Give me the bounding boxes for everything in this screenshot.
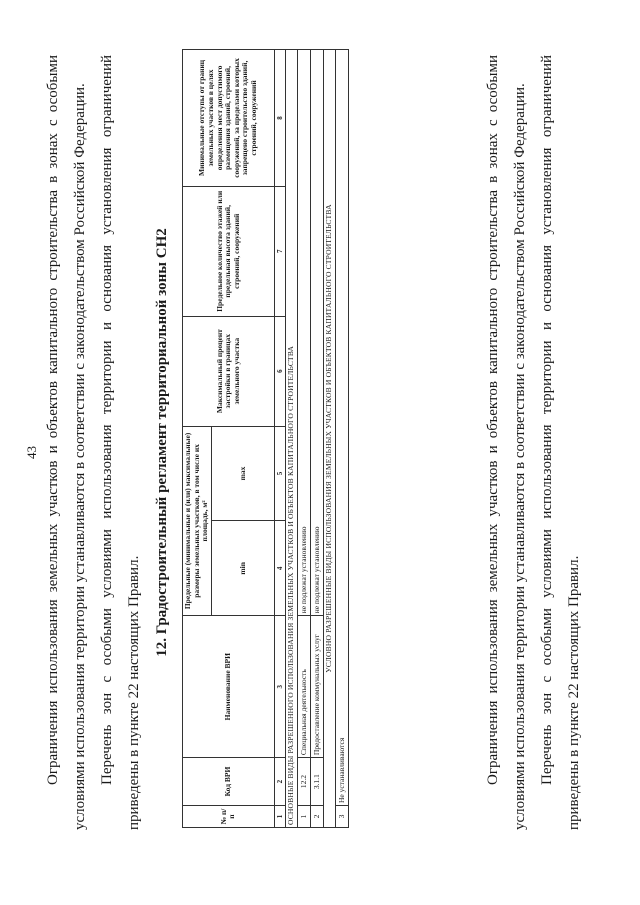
col-number: 8 bbox=[274, 50, 285, 187]
row-name: Специальная деятельность bbox=[297, 616, 310, 758]
regulation-table bbox=[182, 49, 349, 828]
row-value: не подлежат установлению bbox=[310, 50, 323, 616]
table-row bbox=[297, 50, 310, 828]
main-section-heading: ОСНОВНЫЕ ВИДЫ РАЗРЕШЕННОГО ИСПОЛЬЗОВАНИЯ ЗЕМЕЛЬНЫХ УЧАСТКОВ И ОБЪЕКТОВ КАПИТАЛЬНОГО СТРОИТЕЛЬСТВА bbox=[285, 50, 297, 828]
col-number: 5 bbox=[274, 426, 285, 521]
col-number: 6 bbox=[274, 316, 285, 426]
header-code: Код ВРИ bbox=[183, 758, 275, 806]
section-title: 12. Градостроительный регламент территориальной зоны СН2 bbox=[154, 228, 170, 657]
paragraph-bottom bbox=[480, 55, 588, 830]
row-num: 3 bbox=[335, 806, 348, 828]
row-text: Не устанавливаются bbox=[335, 50, 348, 806]
page-number: 43 bbox=[24, 446, 39, 459]
column-number-row bbox=[274, 50, 285, 828]
col-number: 3 bbox=[274, 616, 285, 758]
col-number: 4 bbox=[274, 521, 285, 616]
row-num: 1 bbox=[297, 806, 310, 828]
row-code: 3.1.1 bbox=[310, 758, 323, 806]
header-sizes: Предельные (минимальные и (или) максимальные) размеры земельных участков, в том числе их площадь, м² bbox=[183, 426, 212, 616]
row-num: 2 bbox=[310, 806, 323, 828]
paragraph-bottom-line1: Ограничения использования земельных участков и объектов капитального строительства в зонах с особыми условиями использования территории устанавливаются в соответствии с законодательством Российской Федерации. bbox=[485, 55, 528, 830]
paragraph-top-line1: Ограничения использования земельных участков и объектов капитального строительства в зонах с особыми условиями использования территории устанавливаются в соответствии с законодательством Российской Федерации. bbox=[45, 55, 88, 830]
paragraph-top bbox=[40, 55, 148, 830]
header-max: max bbox=[211, 426, 274, 521]
table-row bbox=[310, 50, 323, 828]
header-min: min bbox=[211, 521, 274, 616]
main-section-row bbox=[285, 50, 297, 828]
header-setbacks: Минимальные отступы от границ земельных участков в целях определения мест допустимого размещения зданий, строений, сооружений, за пределами которых запрещено строительство зданий, строений, сооружений bbox=[183, 50, 275, 187]
header-num: № п/п bbox=[183, 806, 275, 828]
header-percent: Максимальный процент застройки в границах земельного участка bbox=[183, 316, 275, 426]
header-name: Наименование ВРИ bbox=[183, 616, 275, 758]
conditional-section-row bbox=[323, 50, 335, 828]
row-value: не подлежат установлению bbox=[297, 50, 310, 616]
row-code: 12.2 bbox=[297, 758, 310, 806]
header-floors: Предельное количество этажей или предельная высота зданий, строений, сооружений bbox=[183, 186, 275, 316]
paragraph-top-line2: Перечень зон с особыми условиями использования территории и основания установления ограничений приведены в пункте 22 настоящих Правил. bbox=[99, 55, 142, 830]
conditional-section-heading: УСЛОВНО РАЗРЕШЕННЫЕ ВИДЫ ИСПОЛЬЗОВАНИЯ ЗЕМЕЛЬНЫХ УЧАСТКОВ И ОБЪЕКТОВ КАПИТАЛЬНОГО СТРОИТЕЛЬСТВА bbox=[323, 50, 335, 828]
col-number: 1 bbox=[274, 806, 285, 828]
row-name: Предоставление коммунальных услуг bbox=[310, 616, 323, 758]
table-row bbox=[335, 50, 348, 828]
paragraph-bottom-line2: Перечень зон с особыми условиями использования территории и основания установления ограничений приведены в пункте 22 настоящих Правил. bbox=[539, 55, 582, 830]
col-number: 2 bbox=[274, 758, 285, 806]
col-number: 7 bbox=[274, 186, 285, 316]
